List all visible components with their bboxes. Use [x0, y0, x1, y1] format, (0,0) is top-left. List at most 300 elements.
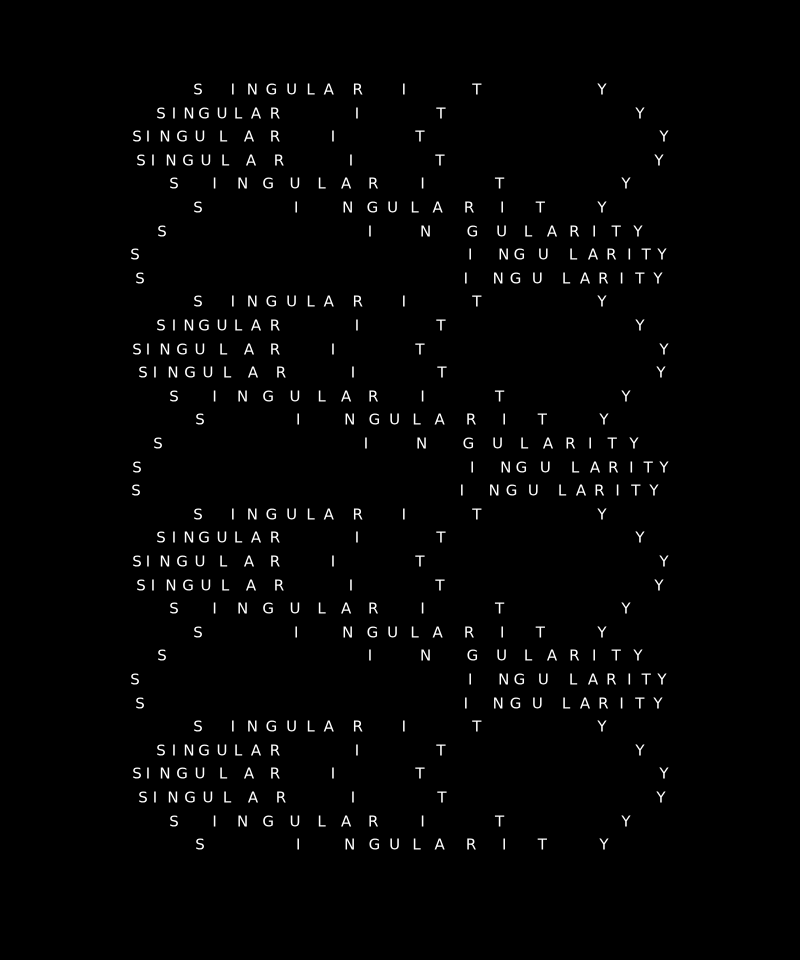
letter-glyph: N	[236, 174, 249, 193]
letter-glyph: R	[569, 222, 580, 241]
letter-glyph: T	[537, 835, 547, 854]
letter-glyph: U	[216, 316, 228, 335]
letter-glyph: I	[295, 410, 301, 429]
letter-glyph: I	[367, 646, 373, 665]
letter-glyph: G	[176, 340, 188, 359]
letter-glyph: U	[286, 80, 298, 99]
letter-glyph: R	[269, 104, 281, 123]
letter-glyph: I	[212, 174, 217, 193]
letter-glyph: I	[354, 741, 360, 760]
letter-glyph: G	[262, 387, 274, 406]
letter-glyph: I	[401, 505, 407, 524]
letter-glyph: S	[130, 245, 140, 264]
letter-glyph: A	[250, 741, 262, 760]
letter-glyph: I	[152, 363, 158, 382]
letter-glyph: T	[495, 174, 505, 193]
letter-glyph: T	[435, 151, 445, 170]
letter-glyph: Y	[657, 245, 667, 264]
letter-glyph: G	[198, 316, 210, 335]
letter-glyph: N	[492, 269, 504, 288]
letter-glyph: A	[243, 764, 255, 783]
letter-glyph: I	[354, 528, 360, 547]
letter-glyph: R	[352, 80, 363, 99]
letter-glyph: L	[410, 198, 419, 217]
letter-glyph: R	[463, 623, 475, 642]
letter-glyph: T	[641, 245, 651, 264]
letter-glyph: N	[165, 151, 177, 170]
letter-glyph: I	[501, 410, 507, 429]
letter-glyph: A	[546, 646, 558, 665]
letter-glyph: A	[245, 151, 257, 170]
letter-glyph: I	[459, 481, 465, 500]
letter-glyph: A	[247, 363, 259, 382]
letter-glyph: R	[569, 646, 580, 665]
letter-glyph: S	[153, 434, 163, 453]
letter-glyph: I	[354, 316, 360, 335]
letter-glyph: Y	[633, 222, 643, 241]
letter-glyph: Y	[621, 174, 631, 193]
letter-glyph: L	[218, 127, 228, 146]
letter-glyph: T	[495, 812, 505, 831]
letter-glyph: I	[230, 292, 236, 311]
letter-glyph: U	[537, 670, 549, 689]
letter-glyph: R	[598, 269, 609, 288]
letter-glyph: I	[348, 151, 354, 170]
letter-glyph: A	[341, 387, 352, 406]
letter-glyph: U	[194, 127, 206, 146]
letter-glyph: R	[565, 434, 576, 453]
letter-glyph: A	[243, 552, 255, 571]
letter-glyph: A	[587, 670, 599, 689]
letter-glyph: N	[246, 717, 259, 736]
letter-glyph: U	[389, 410, 401, 429]
letter-glyph: S	[138, 788, 148, 807]
letter-glyph: Y	[659, 552, 669, 571]
letter-glyph: A	[323, 292, 334, 311]
letter-glyph: R	[594, 481, 605, 500]
letter-glyph: R	[269, 741, 281, 760]
letter-glyph: L	[306, 717, 315, 736]
letter-glyph: G	[184, 788, 196, 807]
letter-glyph: G	[515, 458, 528, 477]
letter-glyph: I	[499, 623, 505, 642]
letter-glyph: I	[629, 458, 634, 477]
letter-glyph: G	[368, 835, 381, 854]
letter-glyph: U	[527, 481, 539, 500]
letter-glyph: T	[641, 670, 651, 689]
letter-glyph: A	[323, 80, 334, 99]
letter-glyph: L	[410, 623, 419, 642]
letter-glyph: I	[591, 646, 597, 665]
letter-glyph: I	[152, 788, 158, 807]
letter-glyph: Y	[629, 434, 639, 453]
letter-glyph: N	[419, 646, 432, 665]
letter-glyph: A	[432, 623, 443, 642]
letter-glyph: G	[466, 222, 479, 241]
letter-glyph: Y	[621, 812, 631, 831]
letter-glyph: G	[265, 80, 278, 99]
letter-glyph: R	[273, 151, 285, 170]
letter-glyph: L	[568, 670, 578, 689]
letter-glyph: T	[415, 127, 425, 146]
letter-glyph: G	[265, 505, 278, 524]
letter-glyph: N	[419, 222, 432, 241]
letter-glyph: Y	[599, 835, 609, 854]
letter-glyph: G	[366, 623, 379, 642]
letter-glyph: S	[169, 387, 179, 406]
letter-glyph: U	[194, 340, 206, 359]
letter-glyph: S	[156, 104, 166, 123]
letter-glyph: S	[193, 505, 203, 524]
letter-glyph: G	[368, 410, 381, 429]
letter-glyph: A	[589, 458, 601, 477]
letter-glyph: R	[352, 292, 363, 311]
letter-glyph: N	[159, 552, 171, 571]
letter-glyph: U	[387, 198, 399, 217]
letter-glyph: N	[342, 623, 354, 642]
letter-glyph: I	[619, 269, 624, 288]
letter-glyph: Y	[621, 387, 631, 406]
letter-glyph: G	[198, 528, 210, 547]
letter-glyph: G	[366, 198, 379, 217]
letter-glyph: S	[193, 198, 203, 217]
letter-glyph: N	[342, 198, 354, 217]
letter-glyph: I	[463, 694, 469, 713]
letter-glyph: I	[171, 316, 177, 335]
letter-glyph: T	[472, 717, 482, 736]
letter-glyph: Y	[597, 292, 607, 311]
letter-glyph: S	[135, 694, 145, 713]
letter-glyph: I	[145, 552, 151, 571]
letter-glyph: I	[627, 670, 632, 689]
letter-glyph: S	[193, 292, 203, 311]
letter-glyph: G	[513, 670, 526, 689]
letter-glyph: I	[212, 387, 217, 406]
letter-glyph: L	[233, 316, 243, 335]
letter-glyph: T	[535, 623, 545, 642]
letter-glyph: N	[167, 363, 179, 382]
letter-glyph: N	[167, 788, 179, 807]
letter-glyph: A	[434, 410, 445, 429]
letter-glyph: I	[293, 623, 299, 642]
letter-glyph: S	[136, 576, 146, 595]
letter-glyph: I	[295, 835, 301, 854]
letter-glyph: T	[437, 788, 447, 807]
letter-glyph: A	[579, 694, 591, 713]
letter-glyph: T	[436, 316, 446, 335]
letter-glyph: Y	[659, 458, 669, 477]
letter-glyph: I	[145, 340, 151, 359]
letter-glyph: N	[236, 387, 249, 406]
letter-glyph: L	[317, 599, 326, 618]
letter-glyph: Y	[633, 646, 643, 665]
letter-glyph: U	[202, 363, 214, 382]
letter-glyph: T	[415, 340, 425, 359]
letter-glyph: N	[183, 104, 195, 123]
letter-glyph: U	[194, 764, 206, 783]
letter-glyph: A	[542, 434, 554, 453]
letter-glyph: U	[202, 788, 214, 807]
letter-glyph: T	[437, 363, 447, 382]
letter-glyph: I	[587, 434, 593, 453]
letter-glyph: I	[615, 481, 620, 500]
letter-glyph: R	[275, 363, 287, 382]
letter-glyph: S	[138, 363, 148, 382]
letter-glyph: G	[262, 812, 274, 831]
letter-glyph: R	[463, 198, 475, 217]
letter-glyph: S	[156, 528, 166, 547]
letter-glyph: G	[509, 694, 522, 713]
letter-glyph: I	[501, 835, 507, 854]
letter-glyph: I	[230, 717, 236, 736]
letter-glyph: S	[157, 222, 167, 241]
letter-glyph: Y	[656, 788, 666, 807]
letter-glyph: Y	[621, 599, 631, 618]
letter-glyph: I	[171, 104, 177, 123]
letter-glyph: I	[171, 528, 177, 547]
letter-glyph: Y	[659, 340, 669, 359]
letter-glyph: T	[495, 387, 505, 406]
letter-glyph: I	[145, 764, 151, 783]
letter-glyph: I	[420, 599, 425, 618]
letter-glyph: Y	[659, 127, 669, 146]
letter-glyph: L	[218, 552, 228, 571]
letter-glyph: A	[323, 717, 334, 736]
letter-glyph: L	[570, 458, 580, 477]
letter-glyph: I	[171, 741, 177, 760]
letter-glyph: L	[519, 434, 529, 453]
letter-glyph: N	[500, 458, 512, 477]
letter-glyph: L	[233, 104, 243, 123]
letter-glyph: Y	[597, 623, 607, 642]
letter-glyph: U	[289, 174, 301, 193]
letter-glyph: S	[156, 741, 166, 760]
letter-glyph: R	[367, 599, 379, 618]
letter-glyph: I	[463, 269, 469, 288]
letter-glyph: G	[198, 104, 210, 123]
letter-glyph: L	[306, 292, 315, 311]
letter-glyph: A	[341, 812, 352, 831]
letter-glyph: L	[412, 835, 421, 854]
letter-glyph: T	[635, 694, 645, 713]
letter-glyph: Y	[653, 269, 663, 288]
letter-glyph: N	[183, 316, 195, 335]
letter-glyph: U	[286, 505, 298, 524]
letter-glyph: L	[220, 576, 230, 595]
letter-glyph: G	[176, 127, 188, 146]
letter-glyph: Y	[649, 481, 659, 500]
letter-glyph: G	[262, 174, 274, 193]
letter-glyph: I	[420, 174, 425, 193]
letter-glyph: N	[415, 434, 428, 453]
letter-glyph: N	[492, 694, 504, 713]
letter-glyph: I	[619, 694, 624, 713]
letter-glyph: Y	[597, 80, 607, 99]
letter-glyph: I	[591, 222, 597, 241]
letter-glyph: U	[492, 434, 504, 453]
letter-glyph: I	[330, 764, 336, 783]
letter-glyph: U	[289, 599, 301, 618]
letter-glyph: U	[286, 717, 298, 736]
letter-glyph: N	[246, 505, 259, 524]
letter-glyph: L	[218, 764, 228, 783]
letter-glyph: L	[306, 505, 315, 524]
letter-glyph: U	[537, 245, 549, 264]
letter-glyph: A	[341, 599, 352, 618]
letter-glyph: A	[575, 481, 587, 500]
letter-glyph: N	[246, 80, 259, 99]
letter-glyph: I	[212, 599, 217, 618]
letter-glyph: I	[469, 458, 475, 477]
letter-glyph: U	[289, 387, 301, 406]
letter-glyph: I	[401, 80, 407, 99]
letter-glyph: S	[169, 599, 179, 618]
letter-glyph: Y	[635, 316, 645, 335]
letter-glyph: N	[236, 599, 249, 618]
letter-glyph: I	[348, 576, 354, 595]
letter-glyph: S	[132, 458, 142, 477]
letter-glyph: T	[415, 764, 425, 783]
letter-glyph: Y	[597, 198, 607, 217]
letter-glyph: L	[568, 245, 578, 264]
letter-glyph: G	[265, 717, 278, 736]
letter-glyph: I	[354, 104, 360, 123]
letter-glyph: R	[269, 340, 281, 359]
letter-glyph: A	[250, 316, 262, 335]
letter-glyph: Y	[599, 410, 609, 429]
letter-glyph: R	[269, 552, 281, 571]
letter-glyph: Y	[597, 717, 607, 736]
letter-glyph: T	[537, 410, 547, 429]
letter-glyph: T	[607, 434, 617, 453]
letter-glyph: T	[635, 269, 645, 288]
letter-glyph: I	[330, 552, 336, 571]
letter-glyph: N	[246, 292, 259, 311]
letter-glyph: N	[165, 576, 177, 595]
letter-glyph: S	[193, 80, 203, 99]
letter-glyph: G	[262, 599, 274, 618]
letter-glyph: A	[432, 198, 443, 217]
letter-glyph: T	[436, 104, 446, 123]
letter-glyph: N	[159, 127, 171, 146]
letter-glyph: I	[401, 717, 407, 736]
letter-glyph: U	[216, 741, 228, 760]
letter-glyph: G	[198, 741, 210, 760]
letter-glyph: L	[317, 174, 326, 193]
letter-glyph: N	[344, 835, 356, 854]
letter-glyph: A	[341, 174, 352, 193]
letter-glyph: S	[193, 717, 203, 736]
letter-glyph: N	[159, 340, 171, 359]
letter-glyph: G	[182, 576, 194, 595]
letter-glyph: L	[557, 481, 567, 500]
letter-glyph: L	[306, 80, 315, 99]
letter-glyph: N	[498, 245, 510, 264]
letter-glyph: U	[200, 576, 212, 595]
letter-glyph: U	[387, 623, 399, 642]
letter-glyph: A	[434, 835, 445, 854]
letter-glyph: I	[150, 151, 156, 170]
letter-glyph: R	[598, 694, 609, 713]
letter-glyph: G	[509, 269, 522, 288]
letter-glyph: T	[472, 505, 482, 524]
letter-glyph: T	[436, 528, 446, 547]
letter-glyph: R	[608, 458, 619, 477]
letter-glyph: R	[275, 788, 287, 807]
letter-glyph: Y	[659, 764, 669, 783]
letter-glyph: A	[247, 788, 259, 807]
letter-glyph: G	[513, 245, 526, 264]
letter-glyph: T	[436, 741, 446, 760]
letter-glyph: L	[220, 151, 230, 170]
letter-glyph: I	[230, 80, 236, 99]
letter-glyph: I	[293, 198, 299, 217]
letter-glyph: L	[317, 812, 326, 831]
letter-glyph: S	[157, 646, 167, 665]
letter-glyph: S	[169, 812, 179, 831]
letter-glyph: U	[389, 835, 401, 854]
letter-glyph: L	[523, 646, 533, 665]
letter-glyph: T	[611, 222, 621, 241]
letter-glyph: U	[286, 292, 298, 311]
letter-glyph: N	[498, 670, 510, 689]
letter-glyph: L	[222, 363, 232, 382]
letter-glyph: R	[352, 505, 363, 524]
letter-glyph: S	[131, 481, 141, 500]
letter-glyph: L	[218, 340, 228, 359]
letter-glyph: T	[472, 80, 482, 99]
letter-glyph: Y	[635, 104, 645, 123]
letter-glyph: N	[236, 812, 249, 831]
letter-glyph: I	[420, 812, 425, 831]
letter-glyph: G	[184, 363, 196, 382]
letter-glyph: S	[136, 151, 146, 170]
letter-glyph: U	[216, 104, 228, 123]
letter-glyph: T	[472, 292, 482, 311]
letter-glyph: L	[561, 694, 571, 713]
letter-glyph: A	[587, 245, 599, 264]
letter-glyph: L	[233, 528, 243, 547]
letter-glyph: S	[169, 174, 179, 193]
letter-glyph: U	[289, 812, 301, 831]
letter-glyph: I	[350, 788, 356, 807]
letter-glyph: I	[145, 127, 151, 146]
letter-glyph: R	[367, 174, 379, 193]
letter-glyph: Y	[654, 151, 664, 170]
letter-glyph: Y	[653, 694, 663, 713]
letter-glyph: I	[330, 340, 336, 359]
letter-glyph: G	[462, 434, 475, 453]
letter-glyph: S	[195, 835, 205, 854]
letter-glyph: L	[317, 387, 326, 406]
letter-glyph: A	[250, 104, 262, 123]
letter-glyph: R	[465, 835, 477, 854]
letter-glyph: U	[194, 552, 206, 571]
letter-glyph: S	[132, 552, 142, 571]
letter-glyph: Y	[656, 363, 666, 382]
letter-glyph: N	[183, 528, 195, 547]
letter-glyph: A	[245, 576, 257, 595]
letter-glyph: A	[243, 340, 255, 359]
letter-glyph: A	[250, 528, 262, 547]
letter-glyph: A	[579, 269, 591, 288]
letter-glyph: N	[183, 741, 195, 760]
letter-glyph: R	[269, 764, 281, 783]
letter-glyph: R	[367, 812, 379, 831]
letter-glyph: U	[200, 151, 212, 170]
letter-glyph: T	[535, 198, 545, 217]
letter-glyph: L	[233, 741, 243, 760]
